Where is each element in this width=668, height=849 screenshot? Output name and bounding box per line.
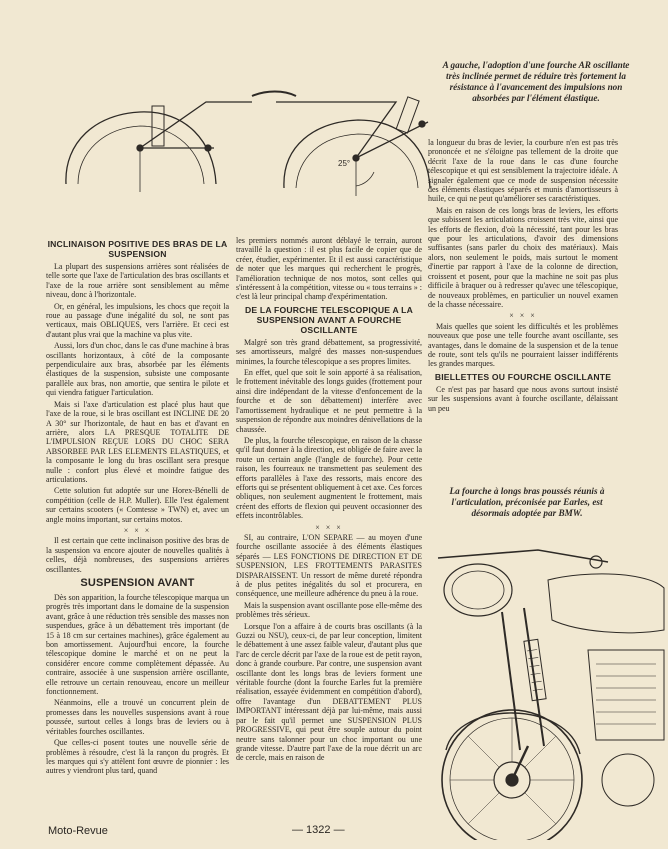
paragraph: Mais si l'axe d'articulation est placé plus haut que l'axe de la roue, si le bras oscillant est INCLINE DE 20 A 30° sur l'horizontale, de haut en bas et d'avant en arrière, alors LA PRESQUE TOTALITE DE L'IMPULSION REÇUE LORS DU CHOC SERA ABSORBEE PAR LES ELEMENTS ELASTIQUES, et la composante le long du bras oscillant sera presque nulle : confort plus élevé et moindre fatigue des articulations.	[46, 399, 229, 484]
heading-biellettes: BIELLETTES OU FOURCHE OSCILLANTE	[434, 371, 612, 382]
paragraph: Mais quelles que soient les difficultés et les problèmes nouveaux que pose une telle fourche avant oscillante, ses avantages, dans le domaine de la suspension et de la tenue de route, sont tels qu'ils ne pourraient laisser indifférents les grandes marques.	[428, 321, 618, 369]
bmw-fork-illustration	[428, 540, 668, 840]
magazine-name: Moto-Revue	[48, 825, 108, 837]
page-number: — 1322 —	[292, 824, 345, 836]
paragraph: En effet, quel que soit le soin apporté à sa réalisation, le frottement inévitable des longs guides (frottement pour ainsi dire indépendant de la vitesse d'enfoncement de la fourche et de son débattement) interfère avec l'amortissement hydraulique et ne peut permettre à la suspension de répondre aux moindres dénivellations de la chaussée.	[236, 368, 422, 434]
paragraph: De plus, la fourche télescopique, en raison de la chasse qu'il faut donner à la direction, est obligée de faire avec la route un certain angle (l'angle de fourche). Pour cette raison, les fourreaux ne transmettent pas seulement des efforts parallèles à l'axe des ressorts, mais encore des efforts qui se présentent obliquement à cet axe. Ces forces obliques, non seulement augmentent le frottement, mais créent des efforts de flexion qui peuvent occasionner des effets incontrôlables.	[236, 435, 422, 521]
paragraph: Que celles-ci posent toutes une nouvelle série de problèmes à résoudre, c'est là la rançon du progrès. Et les marques qui s'y attèlent font œuvre de pionnier : les autres y viendront plus tard, quand	[46, 738, 229, 776]
paragraph: Néanmoins, elle a trouvé un concurrent plein de promesses dans les nouvelles suspensions avant à roue poussée, surtout celles à longs bras de leviers ou à véritables fourches oscillantes.	[46, 698, 229, 736]
column-1	[46, 236, 229, 816]
angle-label: 25°	[338, 159, 351, 168]
paragraph: Malgré son très grand débattement, sa progressivité, ses amortisseurs, malgré des masses non-suspendues minimes, la fourche télescopique a ses propres limites.	[236, 337, 422, 366]
paragraph: la longueur du bras de levier, la courbure n'en est pas très prononcée et ne s'éloigne pas tellement de la droite que décrit l'axe de la roue dans le cas d'une fourche télescopique et qui est sensiblement la trajectoire idéale. A signaler également que ce mode de suspension nécessite des éléments élastiques séparés et munis d'amortisseurs à huile, ce qui ne peut qu'améliorer ses caractéristiques.	[428, 138, 618, 204]
paragraph: Lorsque l'on a affaire à de courts bras oscillants (à la Guzzi ou NSU), ceux-ci, de par leur conception, limitent le débattement à une assez faible valeur, d'autant plus que l'arc de cercle décrit par l'axe de la roue est de petit rayon, donc à grande courbure. Par contre, une suspension avant oscillante dont les longs bras de leviers forment une véritable fourche (dont la fourche Earles fut la première réalisation, essayée évidemment en compétition d'abord), offre l'avantage d'un DEBATTEMENT PLUS IMPORTANT intéressant déjà par lui-même, mais aussi par le fait qu'il permet une SUSPENSION PLUS PROGRESSIVE, qui peut être souple autour du point neutre sans talonner pour un choc important ou une grande vitesse. D'autre part l'axe de la roue décrit un arc de cercle, mais en raison de	[236, 621, 422, 763]
paragraph: les premiers nommés auront déblayé le terrain, auront travaillé la question : il est plus facile de copier que de créer, étudier, expérimenter. Et il est aussi caractéristique de noter que les marques qui recherchent le progrès, l'amélioration technique de nos motos, sont celles qui s'intéressent à la compétition, vitesse ou « tous terrains » : c'est là leur principal champ d'expérimentation.	[236, 236, 422, 302]
separator: × × ×	[315, 522, 343, 532]
separator: × × ×	[509, 311, 537, 321]
column-3	[428, 138, 618, 478]
paragraph: Ce n'est pas par hasard que nous avons surtout insisté sur les suspensions avant à fourche oscillante, délaissant un peu	[428, 384, 618, 413]
caption-top: A gauche, l'adoption d'une fourche AR oscillante très inclinée permet de réduire très fortement la résistance à l'avancement des impulsions non absorbées par l'élément élastique.	[442, 60, 630, 103]
column-2	[236, 236, 422, 816]
paragraph: Dès son apparition, la fourche télescopique marqua un progrès très important dans le domaine de la suspension avant, grâce à une réduction très sensible des masses non suspendues, grâce à un débattement très important (de 15 à 18 cm sur certaines machines), grâce également au bon amortissement. Aujourd'hui encore, la fourche télescopique domine le marché et on ne peut la considérer encore comme complètement dépassée. Au contraire, associée à une suspension arrière oscillante, elle retrouve un certain renouveau, encore un meilleur fonctionnement.	[46, 593, 229, 697]
paragraph: Or, en général, les impulsions, les chocs que reçoit la roue au passage d'une inégalité du sol, ne sont pas verticaux, mais OBLIQUES, vers l'arrière. Et ceci est d'autant plus vrai que la machine va plus vite.	[46, 301, 229, 339]
heading-suspension-avant: SUSPENSION AVANT	[80, 577, 195, 589]
paragraph: SI, au contraire, L'ON SEPARE — au moyen d'une fourche oscillante associée à des éléments élastiques séparés — LES FONCTIONS DE DIRECTION ET DE SUSPENSION, LES FROTTEMENTS PARASITES DISPARAISSENT. Un ressort de même dureté répondra à de plus petites inégalités du sol et procurera, en conséquence, une meilleure adhérence du pneu à la roue.	[236, 532, 422, 599]
heading-fourche-telescopique: DE LA FOURCHE TELESCOPIQUE A LA SUSPENSION AVANT A FOURCHE OSCILLANTE	[244, 304, 414, 335]
paragraph: Mais en raison de ces longs bras de leviers, les efforts que subissent les articulations croissent très vite, ainsi que les efforts de flexion, d'où la nécessité, tant pour les bras que pour les articulations, d'avoir des dimensions suffisantes (sans parler du choix des matériaux). Mais alors, non seulement le poids, mais surtout le moment d'inertie par rapport à l'axe de la colonne de direction, croissent et posent, pour que la machine ne soit pas plus difficile à braquer ou à redresser qu'avec une télescopique, de nouveaux problèmes, en particulier un nouvel examen de la chasse nécessaire.	[428, 205, 618, 309]
paragraph: Il est certain que cette inclinaison positive des bras de la suspension va encore ajouter de nouvelles qualités à celles, déjà nombreuses, des suspensions arrières oscillantes.	[46, 536, 229, 574]
paragraph: Mais la suspension avant oscillante pose elle-même des problèmes très sérieux.	[236, 600, 422, 620]
suspension-diagram	[56, 62, 476, 212]
paragraph: La plupart des suspensions arrières sont réalisées de telle sorte que l'axe de l'articulation des bras oscillants et l'axe de la roue arrière sont sensiblement au même niveau, donc à l'horizontale.	[46, 262, 229, 300]
heading-inclinaison: INCLINAISON POSITIVE DES BRAS DE LA SUSPENSION	[47, 239, 228, 259]
paragraph: Aussi, lors d'un choc, dans le cas d'une machine à bras oscillants horizontaux, à côté de la composante perpendiculaire aux bras, absorbée par les éléments élastiques de la suspension, subsiste une composante parallèle aux bras, non amortie, que sentira le pilote et qui viendra fatiguer l'articulation.	[46, 341, 229, 398]
separator: × × ×	[123, 525, 152, 535]
caption-bottom: La fourche à longs bras poussés réunis à l'articulation, préconisée par Earles, est désormais adoptée par BMW.	[449, 486, 605, 518]
paragraph: Cette solution fut adoptée sur une Horex-Bénelli de compétition (celle de H.P. Muller). Elle l'est également sur certains scooters (« Comtesse » TWN) et, avec un angle moins important, sur certains motos.	[46, 486, 229, 524]
